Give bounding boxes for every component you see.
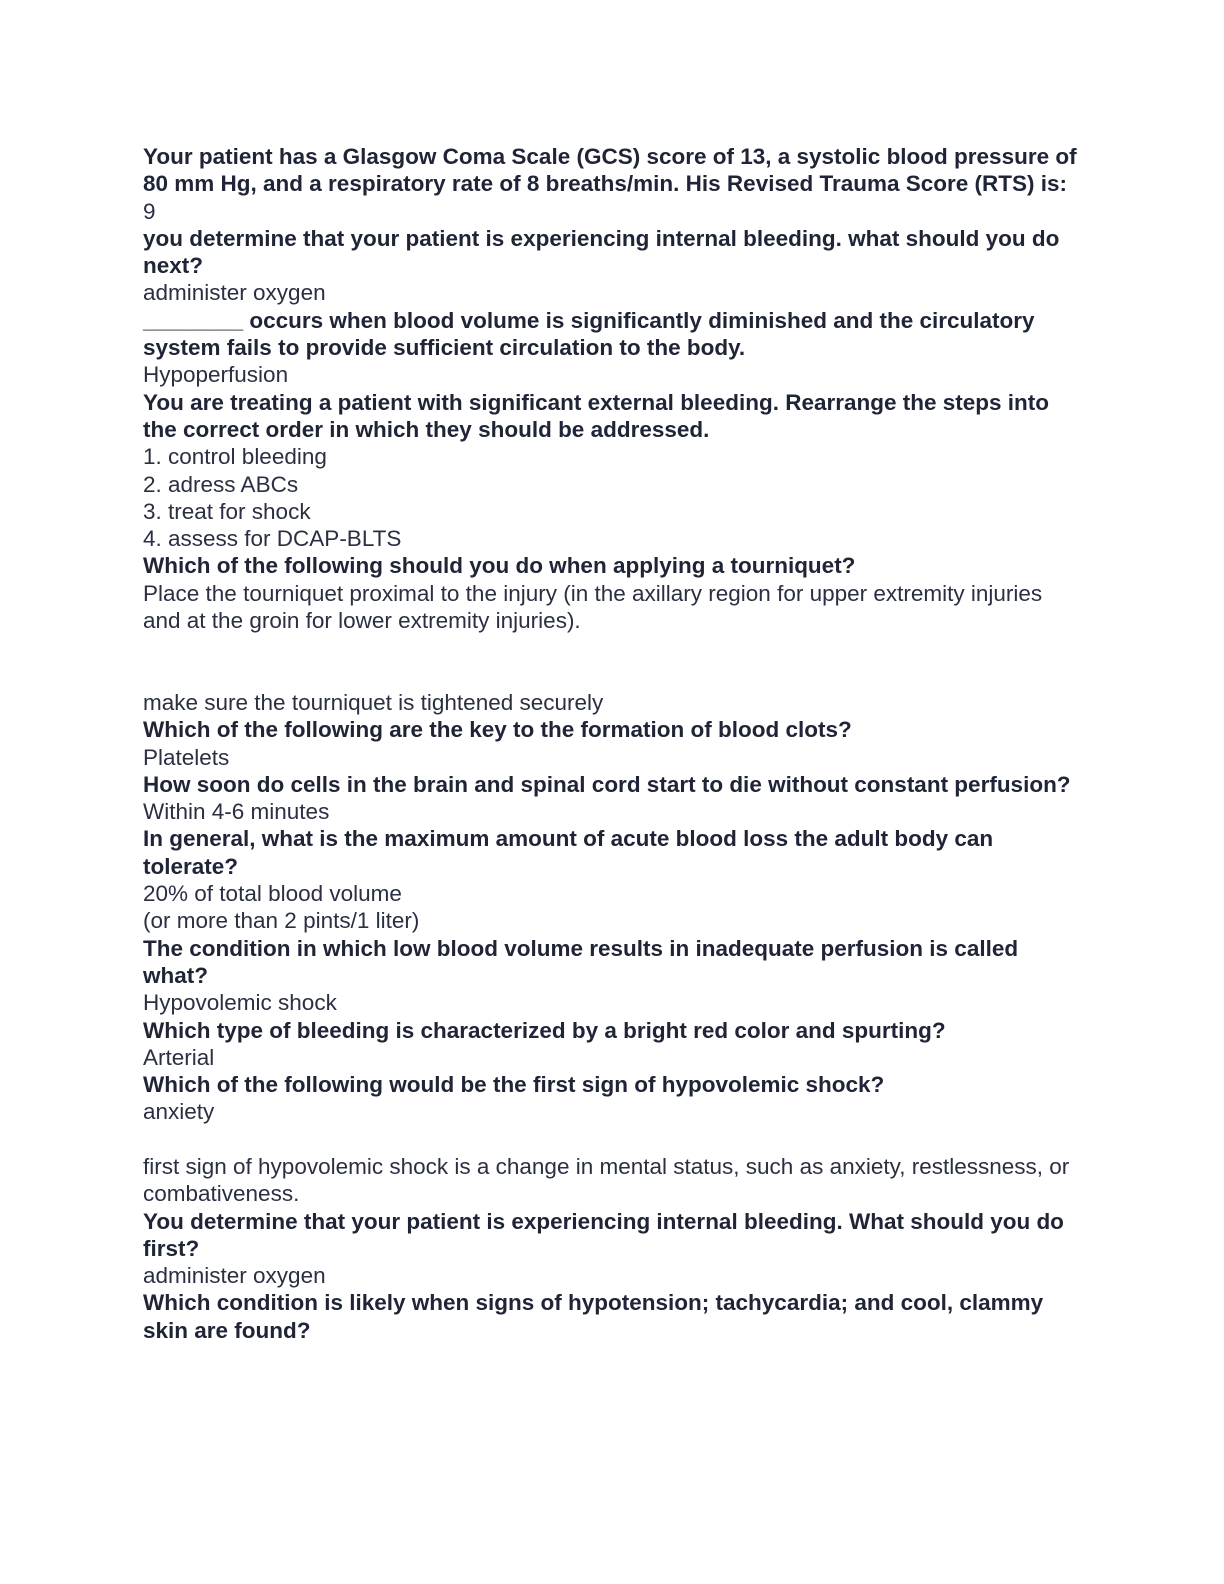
answer-11-extra: first sign of hypovolemic shock is a change in mental status, such as anxiety, restlessness, or combativeness.: [143, 1153, 1070, 1207]
flashcard-document: [143, 143, 1083, 1344]
question-13: Which condition is likely when signs of hypotension; tachycardia; and cool, clammy skin are found?: [143, 1290, 1044, 1343]
question-6: Which of the following are the key to the formation of blood clots?: [143, 717, 852, 743]
blank-gap: [143, 634, 1083, 689]
question-9: The condition in which low blood volume results in inadequate perfusion is called what?: [143, 935, 1019, 988]
question-12: You determine that your patient is experiencing internal bleeding. What should you do first?: [143, 1208, 1064, 1261]
answer-3: Hypoperfusion: [143, 362, 289, 388]
answer-5-extra: make sure the tourniquet is tightened securely: [143, 689, 604, 715]
blank-gap: [143, 1126, 1083, 1153]
answer-10: Arterial: [143, 1044, 215, 1070]
answer-9: Hypovolemic shock: [143, 990, 337, 1016]
question-4: You are treating a patient with significant external bleeding. Rearrange the steps into the correct order in which they should be addressed.: [143, 389, 1050, 442]
answer-1: 9: [143, 198, 156, 224]
question-3: ________ occurs when blood volume is significantly diminished and the circulatory system fails to provide sufficient circulation to the body.: [143, 307, 1035, 361]
question-2: you determine that your patient is experiencing internal bleeding. what should you do next?: [143, 225, 1060, 279]
answer-12: administer oxygen: [143, 1263, 326, 1289]
answer-7: Within 4-6 minutes: [143, 799, 330, 825]
answer-4: 1. control bleeding 2. adress ABCs 3. treat for shock 4. assess for DCAP-BLTS: [143, 444, 402, 552]
answer-5: Place the tourniquet proximal to the injury (in the axillary region for upper extremity injuries and at the groin for lower extremity injuries).: [143, 580, 1043, 634]
question-5: Which of the following should you do when applying a tourniquet?: [143, 553, 856, 579]
answer-8: 20% of total blood volume (or more than 2 pints/1 liter): [143, 881, 420, 934]
question-1: Your patient has a Glasgow Coma Scale (GCS) score of 13, a systolic blood pressure of 80 mm Hg, and a respiratory rate of 8 breaths/min. His Revised Trauma Score (RTS) is:: [143, 144, 1077, 197]
answer-6: Platelets: [143, 744, 230, 770]
question-11: Which of the following would be the first sign of hypovolemic shock?: [143, 1072, 885, 1098]
question-8: In general, what is the maximum amount of acute blood loss the adult body can tolerate?: [143, 826, 994, 879]
answer-2: administer oxygen: [143, 280, 326, 306]
answer-11: anxiety: [143, 1099, 215, 1125]
question-10: Which type of bleeding is characterized by a bright red color and spurting?: [143, 1017, 946, 1043]
question-7: How soon do cells in the brain and spinal cord start to die without constant perfusion?: [143, 771, 1071, 797]
